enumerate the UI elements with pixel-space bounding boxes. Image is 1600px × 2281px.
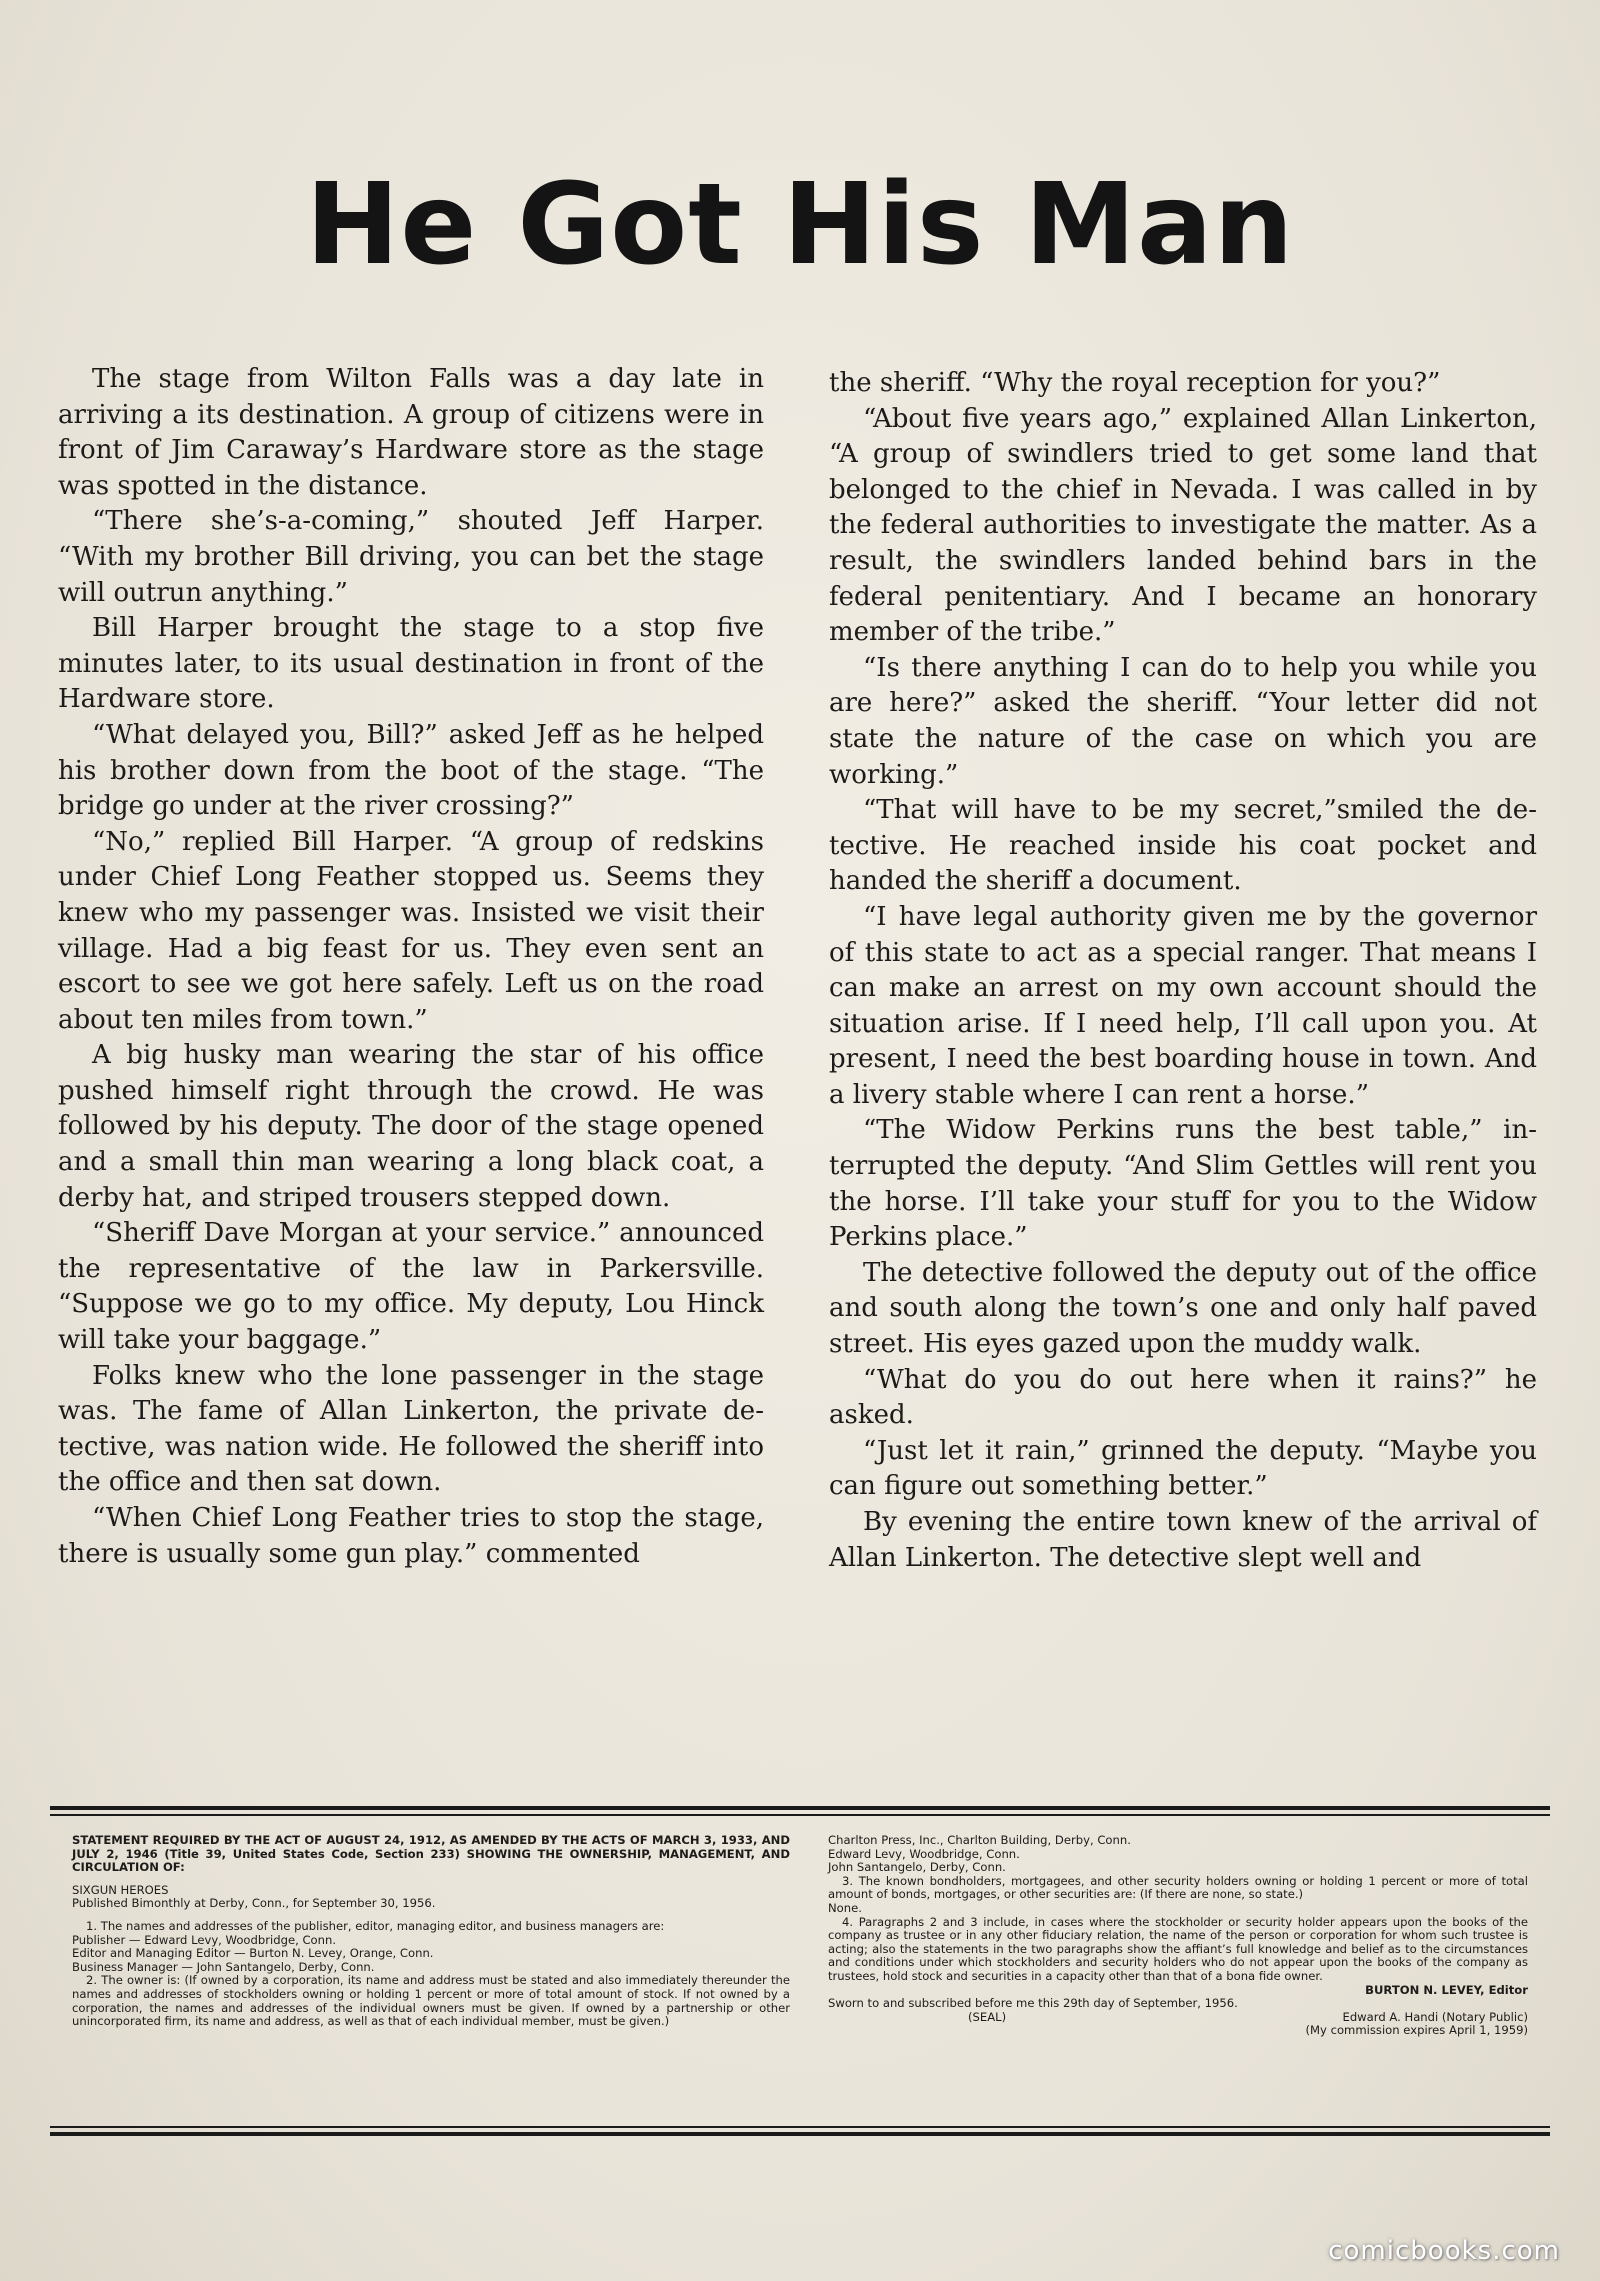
- ownership-statement: [50, 1806, 1550, 2138]
- paragraph: “Is there anything I can do to help you while you are here?” asked the sheriff. “Your letter did not state the nature of the case on which you are working.”: [829, 652, 1537, 790]
- paragraph: “There she’s-a-coming,” shouted Jeff Harper. “With my brother Bill driving, you can bet the stage will outrun anything.”: [58, 506, 764, 608]
- page-title: He Got His Man: [305, 160, 1295, 290]
- statement-item: 1. The names and addresses of the publisher, editor, managing editor, and business managers are:: [86, 1918, 665, 1933]
- paragraph: The detective followed the deputy out of the office and south along the town’s one and only half paved street. His eyes gazed upon the muddy walk.: [829, 1257, 1537, 1360]
- paragraph: “The Widow Perkins runs the best table,” interrupted the deputy. “And Slim Gettles will rent you the horse. I’ll take your stuff for you to the Widow Perkins place.”: [829, 1115, 1537, 1253]
- statement-line: Business Manager — John Santangelo, Derby, Conn.: [72, 1959, 375, 1974]
- paragraph: The stage from Wilton Falls was a day late in arriving a its destination. A group of citizens were in front of Jim Caraway’s Hardware store as the stage was spotted in the distance.: [58, 364, 764, 501]
- publication-name: SIXGUN HEROES: [72, 1882, 169, 1897]
- statement-item: 4. Paragraphs 2 and 3 include, in cases where the stockholder or security holder appears upon the books of the company as trustee or in any other fiduciary relation, the name of the person or corporation for whom such trustee is acting; also the statements in the two paragraphs show the affiant’s full knowledge and belief as to the circumstances and conditions under which stockholders and security holders who do not appear upon the books of the company as trustees, hold stock and securities in a capacity other than that of a bona fide owner.: [828, 1914, 1528, 1983]
- divider: [50, 2132, 1550, 2136]
- paragraph: “What delayed you, Bill?” asked Jeff as he helped his brother down from the boot of the stage. “The bridge go under at the river crossing?”: [58, 719, 764, 822]
- divider: [50, 1814, 1550, 1816]
- notary-name: Edward A. Handi (Notary Public): [1342, 2009, 1528, 2024]
- statement-line: Publisher — Edward Levy, Woodbridge, Conn.: [72, 1932, 337, 1947]
- site-watermark: comicbooks.com: [1328, 2236, 1560, 2266]
- paragraph: A big husky man wearing the star of his office pushed himself right through the crowd. He was followed by his deputy. The door of the stage opened and a small thin man wearing a long black coat, a derby hat, and striped trousers stepped down.: [58, 1040, 764, 1213]
- statement-column-left: [72, 1834, 790, 2029]
- paragraph: By evening the entire town knew of the arrival of Allan Linkerton. The detective slept well and: [829, 1507, 1537, 1573]
- paragraph: “About five years ago,” explained Allan Linkerton, “A group of swindlers tried to get some land that belonged to the chief in Nevada. I was called in by the federal authorities to investigate the matter. As a result, the swindlers landed behind bars in the federal penitentiary. And I became an honorary member of the tribe.”: [829, 403, 1537, 648]
- paragraph: “Sheriff Dave Morgan at your service.” announced the representative of the law in Parkersville. “Suppose we go to my office. My deputy, Lou Hinck will take your baggage.”: [58, 1218, 764, 1356]
- paragraph: “That will have to be my secret,”smiled the detective. He reached inside his coat pocket and handed the sheriff a document.: [829, 795, 1537, 897]
- divider: [50, 2126, 1550, 2128]
- paragraph: “I have legal authority given me by the governor of this state to act as a special ranger. That means I can make an arrest on my own account should the situation arise. If I need help, I’ll call upon you. At present, I need the best boarding house in town. And a livery stable where I can rent a horse.”: [829, 901, 1537, 1110]
- notary-commission: (My commission expires April 1, 1959): [1305, 2023, 1528, 2038]
- paragraph: the sheriff. “Why the royal reception for you?”: [829, 368, 1441, 398]
- statement-column-right: [828, 1834, 1528, 2038]
- sworn-statement: Sworn to and subscribed before me this 29th day of September, 1956.: [828, 1996, 1238, 2011]
- statement-item: 3. The known bondholders, mortgagees, and other security holders owning or holding 1 percent or more of total amount of bonds, mortgages, or other securities are: (If there are none, so state.): [828, 1873, 1528, 1902]
- paragraph: “When Chief Long Feather tries to stop the stage, there is usually some gun play.” commented: [58, 1503, 764, 1569]
- publication-info: Published Bimonthly at Derby, Conn., for September 30, 1956.: [72, 1896, 436, 1911]
- paragraph: “No,” replied Bill Harper. “A group of redskins under Chief Long Feather stopped us. Seems they knew who my passenger was. Insisted we visit their village. Had a big feast for us. They even sent an escort to see we got here safely. Left us on the road about ten miles from town.”: [58, 826, 764, 1035]
- paragraph: “What do you do out here when it rains?” he asked.: [829, 1364, 1537, 1431]
- paragraph: “Just let it rain,” grinned the deputy. “Maybe you can figure out something better.”: [829, 1435, 1537, 1502]
- seal-label: (SEAL): [968, 2009, 1007, 2024]
- statement-item: 2. The owner is: (If owned by a corporation, its name and address must be stated and also immediately thereunder the names and addresses of stockholders owning or holding 1 percent or more of total amount of stock. If not owned by a corporation, the names and addresses of the individual owners must be given. If owned by a partnership or other unincorporated firm, its name and address, as well as that of each individual member, must be given.): [72, 1973, 790, 2029]
- story-column-left: [58, 362, 764, 1572]
- paragraph: Bill Harper brought the stage to a stop five minutes later, to its usual destination in front of the Hardware store.: [58, 613, 764, 715]
- statement-line: Edward Levy, Woodbridge, Conn.: [828, 1846, 1020, 1861]
- statement-line: John Santangelo, Derby, Conn.: [828, 1860, 1006, 1875]
- statement-line: None.: [828, 1900, 862, 1915]
- statement-heading: STATEMENT REQUIRED BY THE ACT OF AUGUST 24, 1912, AS AMENDED BY THE ACTS OF MARCH 3, 1933, AND JULY 2, 1946 (Title 39, United States Code, Section 233) SHOWING THE OWNERSHIP, MANAGEMENT, AND CIRCULATION OF:: [72, 1833, 790, 1875]
- statement-line: Editor and Managing Editor — Burton N. Levey, Orange, Conn.: [72, 1946, 434, 1961]
- divider: [50, 1806, 1550, 1810]
- story-column-right: [829, 366, 1537, 1576]
- statement-line: Charlton Press, Inc., Charlton Building, Derby, Conn.: [828, 1833, 1131, 1847]
- signature-editor: BURTON N. LEVEY, Editor: [1365, 1982, 1528, 1997]
- paragraph: Folks knew who the lone passenger in the stage was. The fame of Allan Linkerton, the private detective, was nation wide. He followed the sheriff into the office and then sat down.: [58, 1360, 764, 1498]
